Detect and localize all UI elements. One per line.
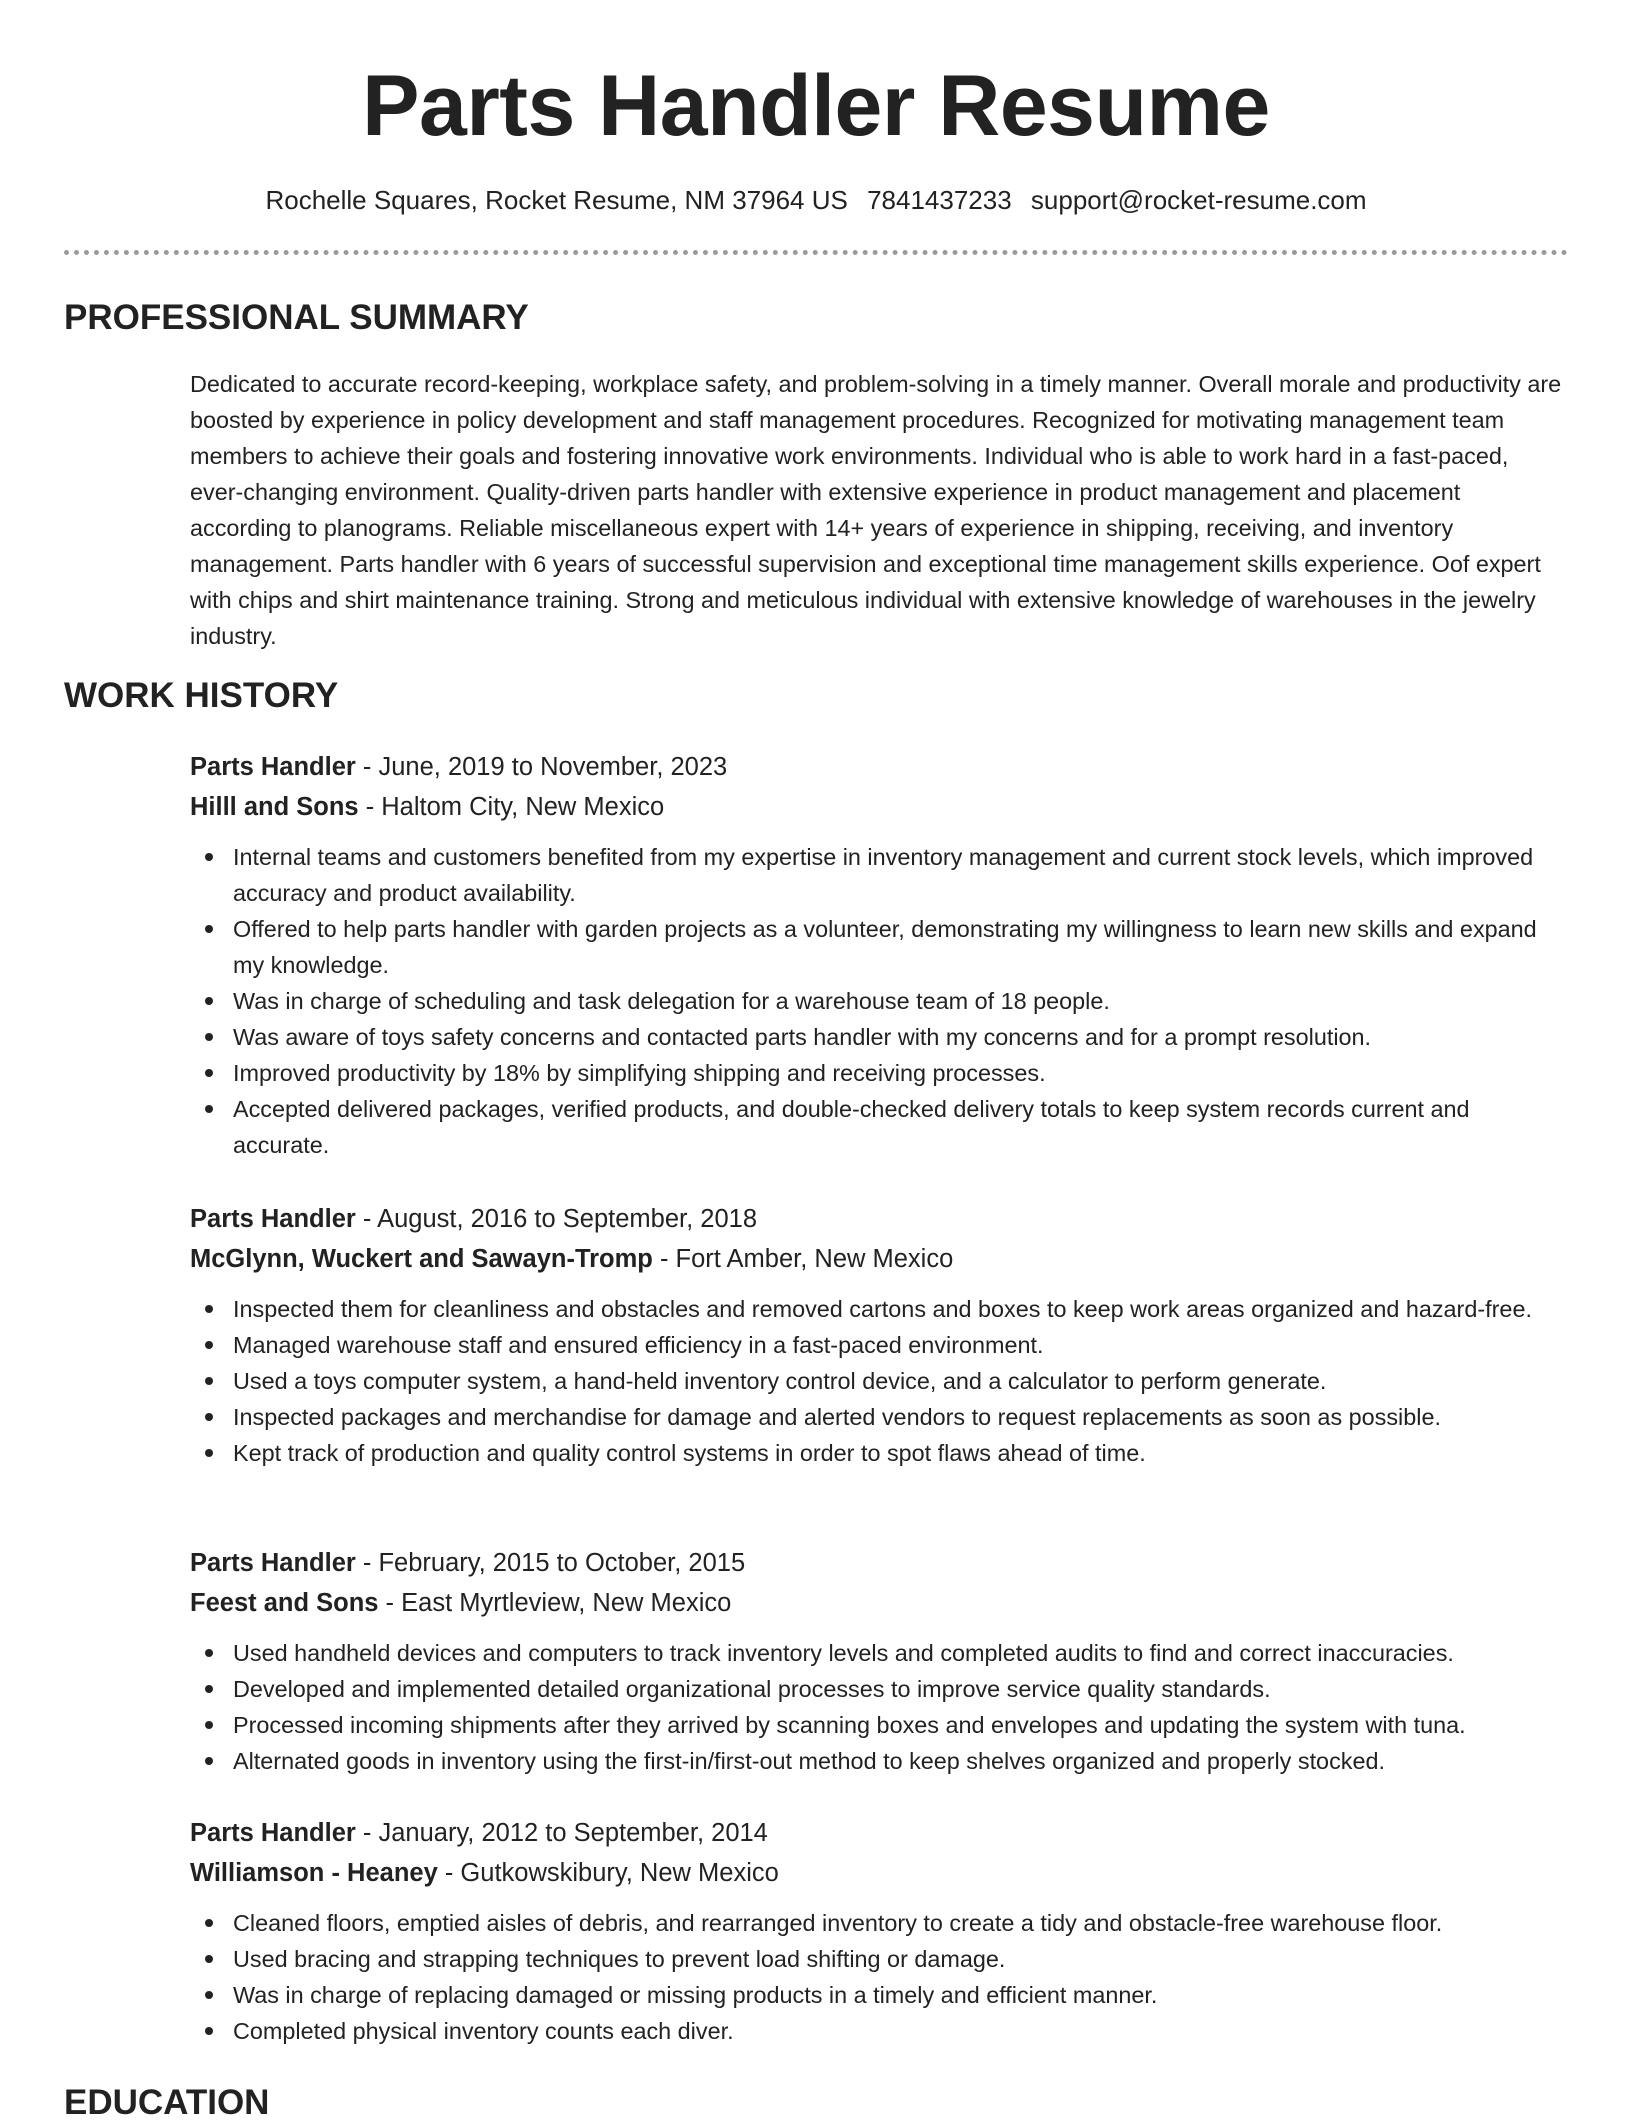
job-bullet (190, 1435, 1568, 1471)
job-bullet (190, 1635, 1568, 1671)
job-bullet (190, 1707, 1568, 1743)
job-bullet (190, 839, 1568, 911)
job-title-line (190, 747, 1568, 787)
job-bullet-text: Used a toys computer system, a hand-held inventory control device, and a calculator to perform generate. (233, 1368, 1327, 1394)
job-bullet-text: Cleaned floors, emptied aisles of debris, and rearranged inventory to create a tidy and obstacle-free warehouse floor. (233, 1910, 1443, 1936)
job-bullet-text: Was aware of toys safety concerns and contacted parts handler with my concerns and for a prompt resolution. (233, 1024, 1372, 1050)
job-bullets (190, 1905, 1568, 2049)
job-bullet (190, 2013, 1568, 2049)
job-company-line (190, 1583, 1568, 1623)
job-bullet-text: Improved productivity by 18% by simplifying shipping and receiving processes. (233, 1060, 1046, 1086)
job-bullet-text: Developed and implemented detailed organizational processes to improve service quality standards. (233, 1676, 1271, 1702)
bullet-dot-icon (205, 1919, 213, 1927)
bullet-dot-icon (205, 1377, 213, 1385)
job-entry (190, 1199, 1568, 1471)
bullet-dot-icon (205, 1069, 213, 1077)
job-bullet-text: Completed physical inventory counts each diver. (233, 2018, 734, 2044)
job-dates: - January, 2012 to September, 2014 (355, 1819, 768, 1847)
job-dates: - June, 2019 to November, 2023 (355, 753, 728, 781)
job-entry (190, 747, 1568, 1163)
bullet-dot-icon (205, 1449, 213, 1457)
job-bullets (190, 839, 1568, 1163)
summary-heading: PROFESSIONAL SUMMARY (64, 298, 529, 337)
job-bullet (190, 1019, 1568, 1055)
job-company: Williamson - Heaney (190, 1859, 438, 1887)
job-company: McGlynn, Wuckert and Sawayn-Tromp (190, 1245, 653, 1273)
bullet-dot-icon (205, 1413, 213, 1421)
bullet-dot-icon (205, 2027, 213, 2035)
job-bullets (190, 1635, 1568, 1779)
job-bullet (190, 1291, 1568, 1327)
job-bullet (190, 1327, 1568, 1363)
job-bullet (190, 1905, 1568, 1941)
job-bullet-text: Used bracing and strapping techniques to prevent load shifting or damage. (233, 1946, 1006, 1972)
bullet-dot-icon (205, 1757, 213, 1765)
job-bullet-text: Internal teams and customers benefited from my expertise in inventory management and current stock levels, which improved accuracy and product availability. (233, 844, 1534, 906)
job-bullet (190, 1941, 1568, 1977)
job-dates: - February, 2015 to October, 2015 (355, 1549, 746, 1577)
bullet-dot-icon (205, 1341, 213, 1349)
job-bullet (190, 1399, 1568, 1435)
summary-text: Dedicated to accurate record-keeping, workplace safety, and problem-solving in a timely manner. Overall morale and productivity are boosted by experience in policy development and staff management procedures. Recognized for motivating management team members to achieve their goals and fostering innovative work environments. Individual who is able to work hard in a fast-paced, ever-changing environment. Quality-driven parts handler with extensive experience in product management and placement according to planograms. Reliable miscellaneous expert with 14+ years of experience in shipping, receiving, and inventory management. Parts handler with 6 years of successful supervision and exceptional time management skills experience. Oof expert with chips and shirt maintenance training. Strong and meticulous individual with extensive knowledge of warehouses in the jewelry industry. (190, 371, 1562, 649)
job-bullet-text: Offered to help parts handler with garden projects as a volunteer, demonstrating my willingness to learn new skills and expand my knowledge. (233, 916, 1537, 978)
job-bullet (190, 1743, 1568, 1779)
job-bullet-text: Was in charge of scheduling and task delegation for a warehouse team of 18 people. (233, 988, 1110, 1014)
job-bullet (190, 1977, 1568, 2013)
job-company-line (190, 1853, 1568, 1893)
job-title-line (190, 1813, 1568, 1853)
contact-phone: 7841437233 (867, 185, 1012, 215)
job-dates: - August, 2016 to September, 2018 (355, 1205, 758, 1233)
job-title-line (190, 1199, 1568, 1239)
bullet-dot-icon (205, 1105, 213, 1113)
page-title: Parts Handler Resume (362, 58, 1270, 154)
bullet-dot-icon (205, 1721, 213, 1729)
job-bullet-text: Managed warehouse staff and ensured efficiency in a fast-paced environment. (233, 1332, 1044, 1358)
job-bullets (190, 1291, 1568, 1471)
header-divider (64, 250, 1568, 255)
job-location: - East Myrtleview, New Mexico (378, 1589, 732, 1617)
job-bullet (190, 1363, 1568, 1399)
job-bullet-text: Kept track of production and quality control systems in order to spot flaws ahead of time. (233, 1440, 1146, 1466)
job-entry (190, 1543, 1568, 1779)
job-title-line (190, 1543, 1568, 1583)
job-bullet (190, 1055, 1568, 1091)
education-heading: EDUCATION (64, 2083, 270, 2122)
job-bullet (190, 1671, 1568, 1707)
job-role: Parts Handler (190, 1205, 356, 1233)
bullet-dot-icon (205, 997, 213, 1005)
job-entry (190, 1813, 1568, 2049)
job-role: Parts Handler (190, 1549, 356, 1577)
bullet-dot-icon (205, 853, 213, 861)
bullet-dot-icon (205, 1305, 213, 1313)
job-company: Hilll and Sons (190, 793, 359, 821)
job-location: - Haltom City, New Mexico (358, 793, 665, 821)
job-role: Parts Handler (190, 1819, 356, 1847)
job-company: Feest and Sons (190, 1589, 379, 1617)
job-bullet-text: Inspected them for cleanliness and obstacles and removed cartons and boxes to keep work areas organized and hazard-free. (233, 1296, 1532, 1322)
job-bullet-text: Processed incoming shipments after they arrived by scanning boxes and envelopes and updating the system with tuna. (233, 1712, 1466, 1738)
job-location: - Fort Amber, New Mexico (652, 1245, 954, 1273)
job-company-line (190, 1239, 1568, 1279)
bullet-dot-icon (205, 1991, 213, 1999)
contact-line (0, 182, 1632, 218)
job-bullet (190, 911, 1568, 983)
job-bullet-text: Accepted delivered packages, verified products, and double-checked delivery totals to keep system records current and accurate. (233, 1096, 1470, 1158)
bullet-dot-icon (205, 1033, 213, 1041)
bullet-dot-icon (205, 1955, 213, 1963)
job-company-line (190, 787, 1568, 827)
job-bullet-text: Alternated goods in inventory using the first-in/first-out method to keep shelves organized and properly stocked. (233, 1748, 1385, 1774)
work-history-heading: WORK HISTORY (64, 676, 339, 715)
job-bullet (190, 1091, 1568, 1163)
job-role: Parts Handler (190, 753, 356, 781)
job-bullet-text: Inspected packages and merchandise for damage and alerted vendors to request replacements as soon as possible. (233, 1404, 1441, 1430)
bullet-dot-icon (205, 1685, 213, 1693)
contact-email: support@rocket-resume.com (1030, 185, 1367, 215)
job-bullet-text: Used handheld devices and computers to track inventory levels and completed audits to find and correct inaccuracies. (233, 1640, 1454, 1666)
job-bullet (190, 983, 1568, 1019)
job-location: - Gutkowskibury, New Mexico (437, 1859, 779, 1887)
bullet-dot-icon (205, 925, 213, 933)
contact-address: Rochelle Squares, Rocket Resume, NM 37964 US (265, 185, 848, 215)
bullet-dot-icon (205, 1649, 213, 1657)
job-bullet-text: Was in charge of replacing damaged or missing products in a timely and efficient manner. (233, 1982, 1158, 2008)
